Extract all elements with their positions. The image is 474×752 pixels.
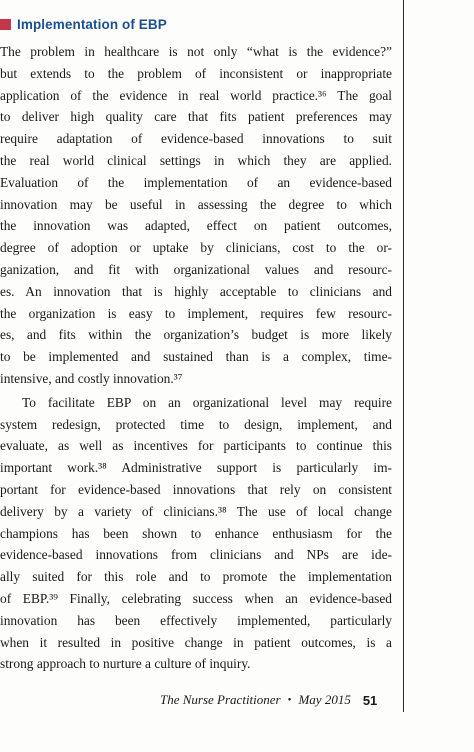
text-line: to be implemented and sustained than is a complex, time-: [0, 349, 392, 365]
paragraph-2: [0, 392, 392, 675]
section-heading-text: Implementation of EBP: [17, 16, 167, 32]
text-line: evaluate, as well as incentives for participants to continue this: [0, 438, 392, 454]
text-line: application of the evidence in real world practice.³⁶ The goal: [0, 87, 392, 103]
text-line: when it resulted in positive change in patient outcomes, is a: [0, 634, 392, 650]
text-line: the real world clinical settings in which they are applied.: [0, 152, 392, 168]
text-line: es. An innovation that is highly acceptable to clinicians and: [0, 283, 392, 299]
text-line: the innovation was adapted, effect on patient outcomes,: [0, 218, 392, 234]
text-line: es, and fits within the organization’s budget is more likely: [0, 327, 392, 343]
text-line: To facilitate EBP on an organizational level may require: [22, 394, 392, 410]
text-line: innovation may be useful in assessing the degree to which: [0, 196, 392, 212]
journal-name: The Nurse Practitioner: [160, 692, 281, 707]
text-line: The problem in healthcare is not only “what is the evidence?”: [0, 44, 392, 59]
text-line: but extends to the problem of inconsistent or inappropriate: [0, 65, 392, 81]
footer-separator: •: [287, 694, 292, 706]
text-line: ally suited for this role and to promote the implementation: [0, 569, 392, 585]
text-line: Evaluation of the implementation of an evidence-based: [0, 174, 392, 190]
issue-date: May 2015: [298, 692, 351, 707]
column-divider: [403, 0, 404, 712]
section-heading: [0, 14, 167, 34]
text-line: ganization, and fit with organizational values and resourc-: [0, 261, 392, 277]
paragraph-1: [0, 41, 392, 390]
text-line: delivery by a variety of clinicians.³⁸ The use of local change: [0, 503, 392, 519]
text-line: evidence-based innovations from clinicians and NPs are ide-: [0, 547, 392, 563]
text-line: strong approach to nurture a culture of inquiry.: [0, 656, 251, 672]
text-line: degree of adoption or uptake by clinicians, cost to the or-: [0, 240, 392, 256]
text-line: system redesign, protected time to design, implement, and: [0, 416, 392, 432]
text-line: important work.³⁸ Administrative support is particularly im-: [0, 460, 392, 476]
heading-square-icon: [0, 19, 11, 30]
text-line: the organization is easy to implement, requires few resourc-: [0, 305, 392, 321]
page-number: 51: [362, 692, 378, 708]
text-line: portant for evidence-based innovations that rely on consistent: [0, 481, 392, 497]
text-line: champions has been shown to enhance enthusiasm for the: [0, 525, 392, 541]
article-body: [0, 41, 392, 675]
text-line: to deliver high quality care that fits patient preferences may: [0, 109, 392, 125]
page-footer: [160, 690, 377, 710]
text-line: intensive, and costly innovation.³⁷: [0, 370, 183, 386]
text-line: of EBP.³⁹ Finally, celebrating success when an evidence-based: [0, 590, 392, 606]
text-line: require adaptation of evidence-based innovations to suit: [0, 131, 392, 147]
text-line: innovation has been effectively implemented, particularly: [0, 612, 392, 628]
